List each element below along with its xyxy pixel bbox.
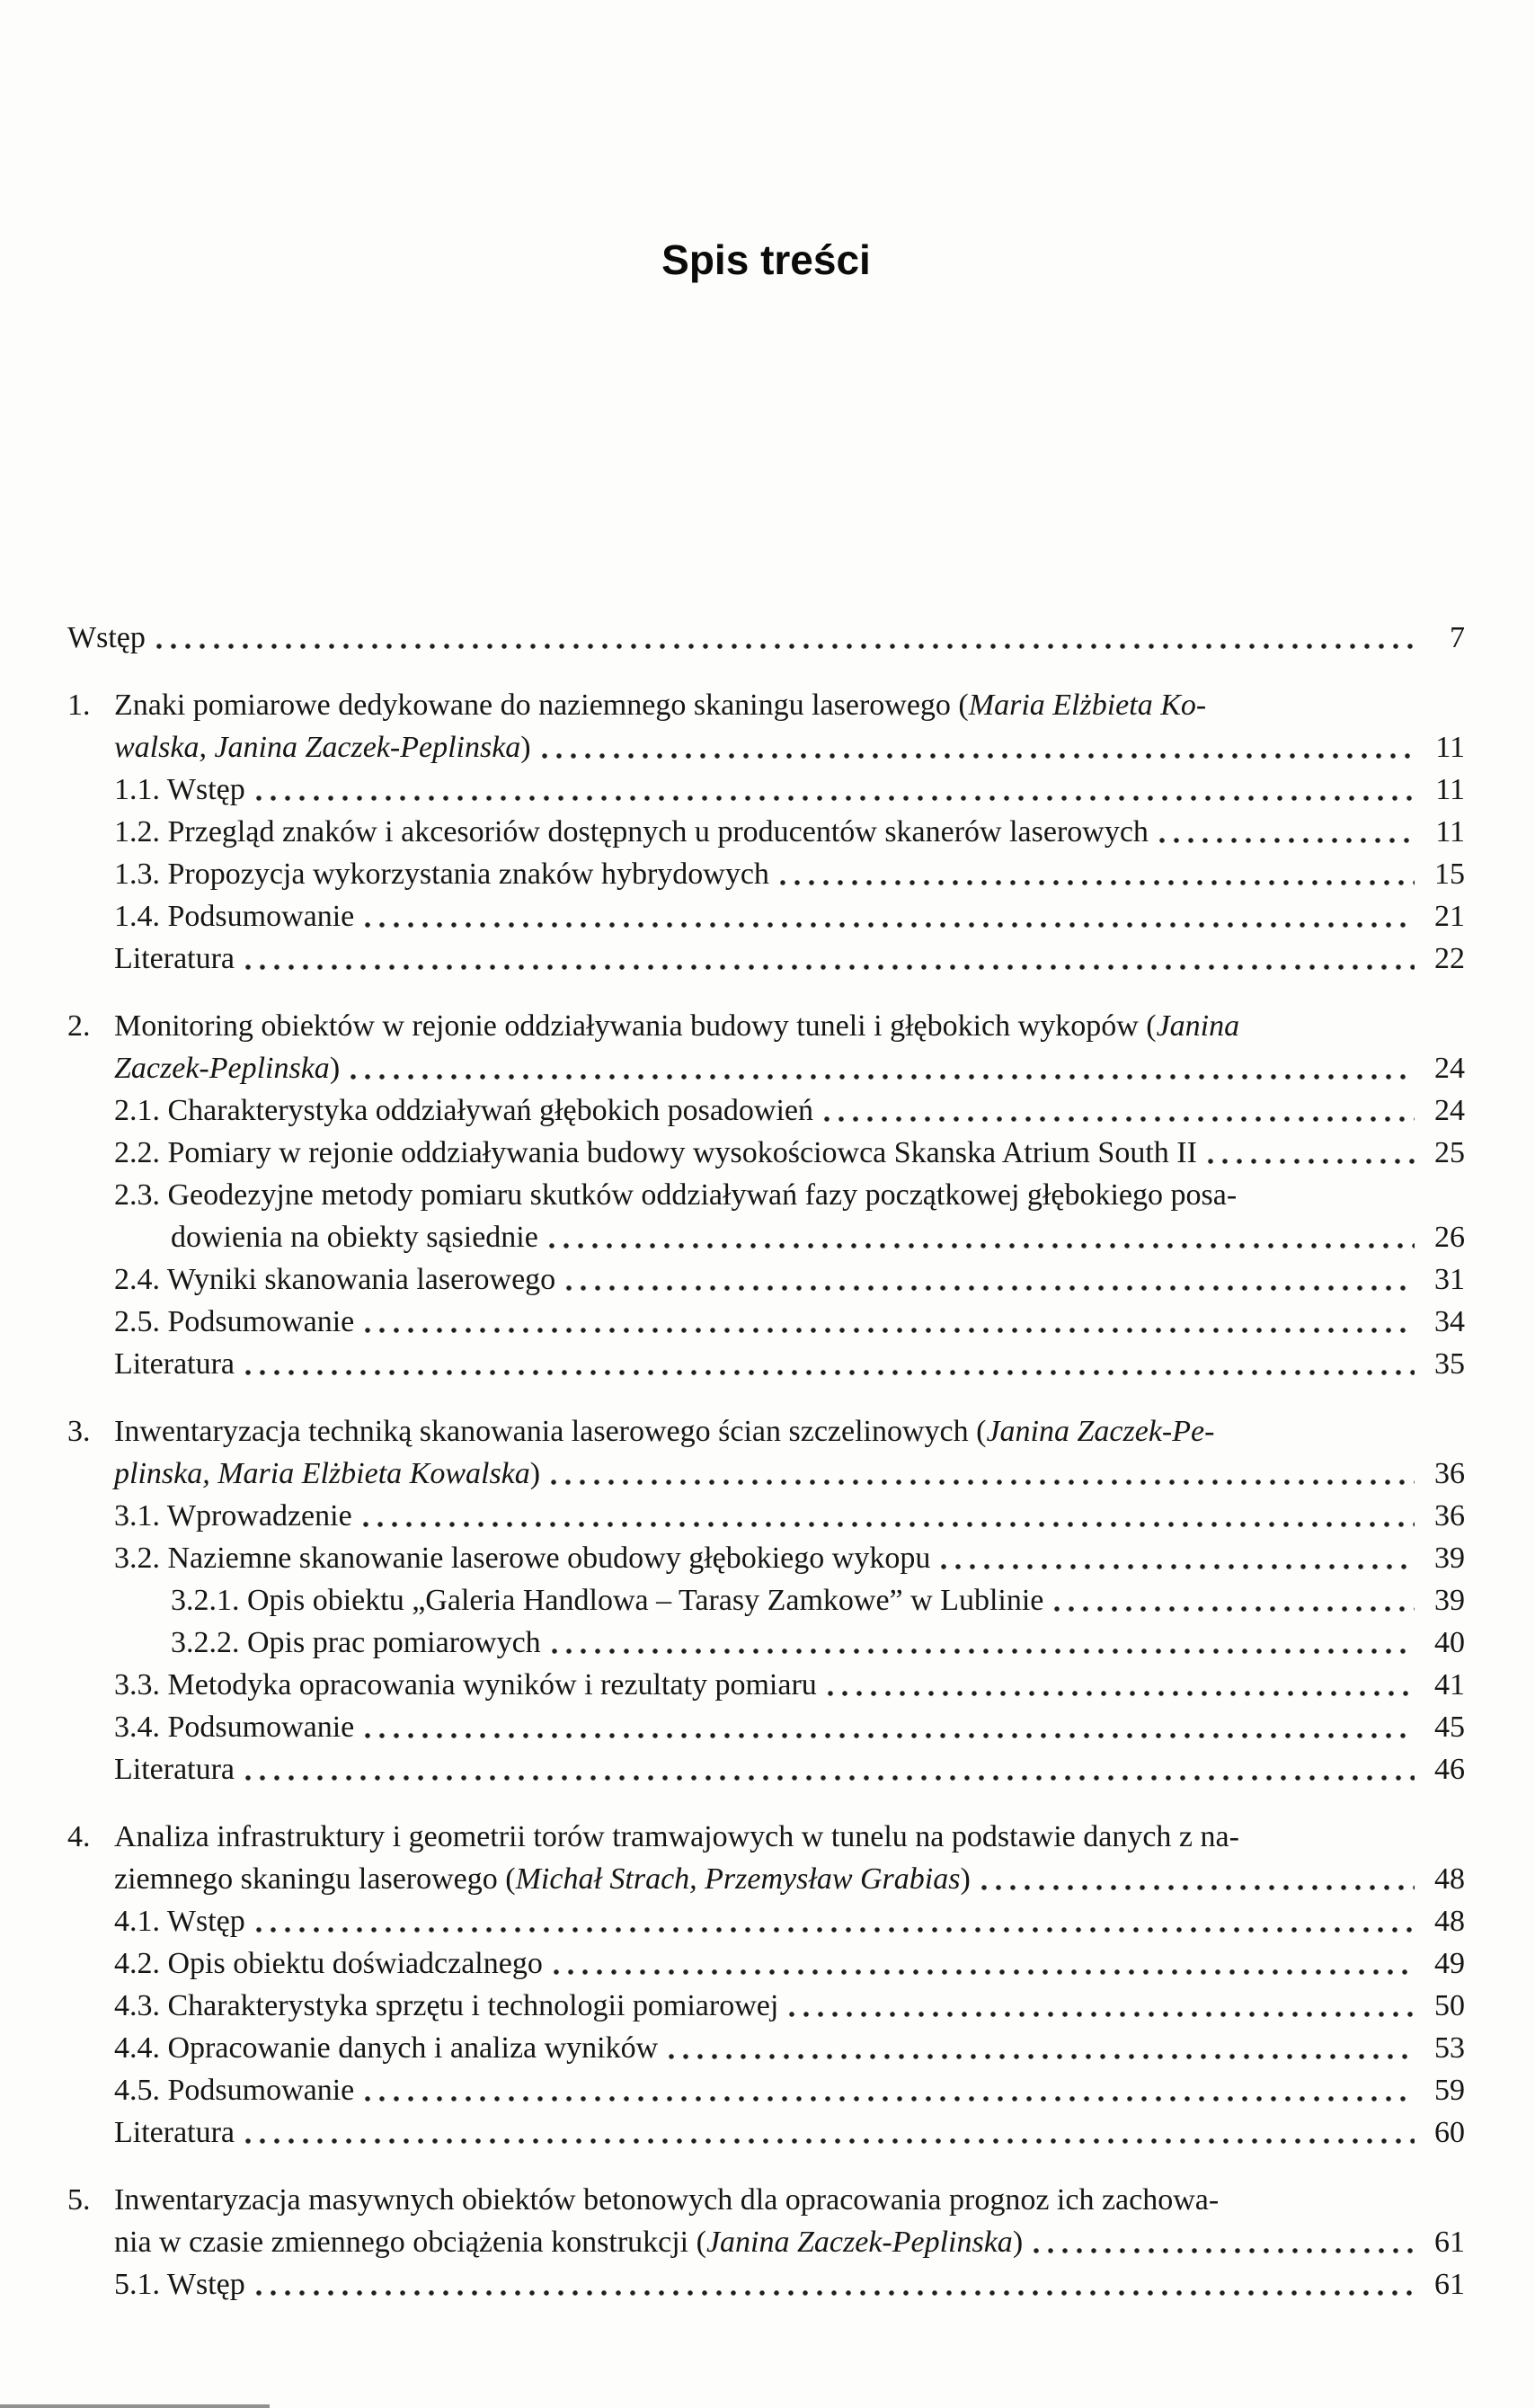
dot-leader bbox=[1156, 811, 1415, 853]
toc-line bbox=[67, 1453, 1465, 1495]
dot-leader bbox=[665, 2027, 1415, 2069]
toc-entry-text bbox=[114, 1047, 340, 1089]
toc-line bbox=[67, 2221, 1465, 2263]
author-name-italic: Maria Elżbieta Ko- bbox=[968, 689, 1207, 722]
toc-entry-text bbox=[114, 684, 1206, 726]
toc-line bbox=[67, 2263, 1465, 2306]
toc-line bbox=[67, 1664, 1465, 1706]
entry-text-segment: Inwentaryzacja masywnych obiektów betonowych dla opracowania prognoz ich zachowa- bbox=[114, 2183, 1220, 2217]
entry-text-segment: nia w czasie zmiennego obciążenia konstrukcji ( bbox=[114, 2226, 706, 2259]
toc-entry-text bbox=[114, 811, 1149, 853]
entry-text-segment: Literatura bbox=[114, 942, 235, 975]
entry-text-segment: 2.4. Wyniki skanowania laserowego bbox=[114, 1263, 556, 1296]
dot-leader bbox=[546, 1216, 1415, 1258]
dot-leader bbox=[538, 726, 1415, 769]
page-number: 34 bbox=[1434, 1305, 1465, 1338]
page-number: 22 bbox=[1434, 942, 1465, 975]
dot-leader bbox=[361, 895, 1415, 937]
entry-text-segment: 3.2.2. Opis prac pomiarowych bbox=[171, 1626, 541, 1659]
entry-text-segment: Literatura bbox=[114, 1347, 235, 1381]
dot-leader bbox=[361, 2069, 1415, 2111]
dot-leader bbox=[785, 1985, 1415, 2027]
toc-entry-text bbox=[114, 1301, 354, 1343]
toc-entry-text bbox=[114, 895, 354, 937]
toc-entry-text bbox=[114, 937, 235, 980]
toc-entry-text bbox=[114, 1495, 352, 1537]
chapter-number: 5. bbox=[67, 2183, 91, 2217]
toc-entry-text bbox=[114, 1985, 778, 2027]
toc-line bbox=[67, 2069, 1465, 2111]
toc-entry-text bbox=[171, 1216, 538, 1258]
author-name-italic: Michał Strach, Przemysław Grabias bbox=[515, 1862, 961, 1896]
toc-line bbox=[67, 1410, 1465, 1453]
author-name-italic: Janina bbox=[1156, 1009, 1240, 1043]
toc-entry-text bbox=[114, 1132, 1197, 1174]
toc-entry-text bbox=[114, 1858, 971, 1900]
entry-text-segment: 3.1. Wprowadzenie bbox=[114, 1499, 352, 1533]
toc-entry-text bbox=[67, 617, 146, 659]
entry-text-segment: ) bbox=[960, 1862, 971, 1896]
chapter-number: 2. bbox=[67, 1009, 91, 1043]
toc-line bbox=[67, 2111, 1465, 2154]
toc-entry-text bbox=[114, 1410, 1214, 1453]
page-number: 59 bbox=[1434, 2074, 1465, 2107]
chapter-number: 1. bbox=[67, 689, 91, 722]
dot-leader bbox=[1204, 1132, 1415, 1174]
dot-leader bbox=[253, 2263, 1415, 2306]
toc-entry-text bbox=[114, 2221, 1023, 2263]
page-number: 25 bbox=[1434, 1136, 1465, 1169]
page-number: 36 bbox=[1434, 1457, 1465, 1490]
dot-leader bbox=[978, 1858, 1415, 1900]
page-number: 48 bbox=[1434, 1862, 1465, 1896]
dot-leader bbox=[548, 1622, 1415, 1664]
entry-text-segment: 4.1. Wstęp bbox=[114, 1905, 245, 1938]
toc-line bbox=[67, 1985, 1465, 2027]
toc-line bbox=[67, 1132, 1465, 1174]
page-number: 60 bbox=[1434, 2116, 1465, 2149]
page-number: 50 bbox=[1434, 1989, 1465, 2022]
toc-entry-text bbox=[114, 1900, 245, 1942]
toc-entry-text bbox=[114, 1343, 235, 1385]
dot-leader bbox=[824, 1664, 1415, 1706]
toc-line bbox=[67, 1089, 1465, 1132]
toc-entry-text bbox=[114, 1089, 813, 1132]
dot-leader bbox=[347, 1047, 1415, 1089]
dot-leader bbox=[242, 1343, 1415, 1385]
page-number: 26 bbox=[1434, 1221, 1465, 1254]
author-name-italic: walska, Janina Zaczek-Peplinska bbox=[114, 731, 521, 764]
page-number: 39 bbox=[1434, 1542, 1465, 1575]
page-title: Spis treści bbox=[661, 236, 871, 283]
toc-entry-text bbox=[114, 853, 769, 895]
toc-line bbox=[67, 937, 1465, 980]
toc-line bbox=[67, 1047, 1465, 1089]
dot-leader bbox=[547, 1453, 1415, 1495]
dot-leader bbox=[253, 1900, 1415, 1942]
entry-text-segment: ) bbox=[529, 1457, 541, 1490]
entry-text-segment: Literatura bbox=[114, 2116, 235, 2149]
toc-entry-text bbox=[114, 1005, 1239, 1047]
toc-line bbox=[67, 2179, 1465, 2221]
toc-entry-text bbox=[114, 1664, 817, 1706]
toc-line bbox=[67, 1495, 1465, 1537]
toc-line bbox=[67, 853, 1465, 895]
entry-text-segment: Literatura bbox=[114, 1753, 235, 1786]
entry-text-segment: Inwentaryzacja techniką skanowania laserowego ścian szczelinowych ( bbox=[114, 1415, 987, 1448]
page-number: 35 bbox=[1434, 1347, 1465, 1381]
dot-leader bbox=[1030, 2221, 1415, 2263]
page-number: 39 bbox=[1434, 1584, 1465, 1617]
toc-line bbox=[67, 1816, 1465, 1858]
page-number: 61 bbox=[1434, 2268, 1465, 2301]
dot-leader bbox=[242, 2111, 1415, 2154]
scan-edge-artifact bbox=[0, 2404, 270, 2408]
page-number: 11 bbox=[1435, 773, 1465, 806]
toc-line bbox=[67, 726, 1465, 769]
toc-line bbox=[67, 1579, 1465, 1622]
entry-text-segment: Analiza infrastruktury i geometrii torów tramwajowych w tunelu na podstawie danych z na- bbox=[114, 1820, 1239, 1853]
page-number: 24 bbox=[1434, 1052, 1465, 1085]
page-number: 36 bbox=[1434, 1499, 1465, 1533]
page-number: 53 bbox=[1434, 2031, 1465, 2065]
toc-line bbox=[67, 617, 1465, 659]
entry-text-segment: 3.2.1. Opis obiektu „Galeria Handlowa – Tarasy Zamkowe” w Lublinie bbox=[171, 1584, 1044, 1617]
toc-entry-text bbox=[114, 1453, 540, 1495]
toc-entry-text bbox=[114, 2069, 354, 2111]
page-number: 11 bbox=[1435, 731, 1465, 764]
toc-line bbox=[67, 1748, 1465, 1790]
author-name-italic: plinska, Maria Elżbieta Kowalska bbox=[114, 1457, 530, 1490]
entry-text-segment: 4.2. Opis obiektu doświadczalnego bbox=[114, 1947, 543, 1980]
entry-text-segment: 3.4. Podsumowanie bbox=[114, 1710, 355, 1744]
chapter-number: 3. bbox=[67, 1415, 91, 1448]
entry-text-segment: 5.1. Wstęp bbox=[114, 2268, 245, 2301]
page-number: 48 bbox=[1434, 1905, 1465, 1938]
author-name-italic: Janina Zaczek-Pe- bbox=[986, 1415, 1215, 1448]
dot-leader bbox=[550, 1942, 1415, 1985]
author-name-italic: Janina Zaczek-Peplinska bbox=[705, 2226, 1013, 2259]
toc-entry-text bbox=[114, 726, 531, 769]
entry-text-segment: ) bbox=[329, 1052, 341, 1085]
toc-entry-text bbox=[171, 1622, 541, 1664]
toc-list bbox=[67, 617, 1465, 2306]
dot-leader bbox=[242, 937, 1415, 980]
toc-line bbox=[67, 1942, 1465, 1985]
toc-line bbox=[67, 1537, 1465, 1579]
dot-leader bbox=[253, 769, 1415, 811]
entry-text-segment: 2.5. Podsumowanie bbox=[114, 1305, 355, 1338]
toc-line bbox=[67, 2027, 1465, 2069]
dot-leader bbox=[242, 1748, 1415, 1790]
page-number: 21 bbox=[1434, 900, 1465, 933]
toc-entry-text bbox=[114, 1537, 930, 1579]
entry-text-segment: 2.3. Geodezyjne metody pomiaru skutków oddziaływań fazy początkowej głębokiego posa- bbox=[114, 1178, 1238, 1212]
toc-line bbox=[67, 1174, 1465, 1216]
page-number: 15 bbox=[1434, 857, 1465, 891]
entry-text-segment: 1.1. Wstęp bbox=[114, 773, 245, 806]
dot-leader bbox=[153, 617, 1415, 659]
page-number: 11 bbox=[1435, 815, 1465, 849]
toc-line bbox=[67, 684, 1465, 726]
dot-leader bbox=[937, 1537, 1415, 1579]
toc-line bbox=[67, 1900, 1465, 1942]
dot-leader bbox=[776, 853, 1415, 895]
entry-text-segment: 4.3. Charakterystyka sprzętu i technologii pomiarowej bbox=[114, 1989, 779, 2022]
toc-line bbox=[67, 1216, 1465, 1258]
page-number: 31 bbox=[1434, 1263, 1465, 1296]
entry-text-segment: 4.5. Podsumowanie bbox=[114, 2074, 355, 2107]
toc-entry-text bbox=[114, 1748, 235, 1790]
toc-entry-text bbox=[114, 2179, 1219, 2221]
entry-text-segment: 2.1. Charakterystyka oddziaływań głębokich posadowień bbox=[114, 1094, 814, 1127]
entry-text-segment: 1.2. Przegląd znaków i akcesoriów dostępnych u producentów skanerów laserowych bbox=[114, 815, 1149, 849]
toc-line bbox=[67, 1258, 1465, 1301]
dot-leader bbox=[1051, 1579, 1415, 1622]
toc-line bbox=[67, 1343, 1465, 1385]
toc-line bbox=[67, 1005, 1465, 1047]
page-number: 41 bbox=[1434, 1668, 1465, 1702]
toc-line bbox=[67, 1622, 1465, 1664]
toc-line bbox=[67, 769, 1465, 811]
toc-entry-text bbox=[114, 2111, 235, 2154]
toc-entry-text bbox=[114, 1816, 1239, 1858]
page-number: 45 bbox=[1434, 1710, 1465, 1744]
entry-text-segment: 3.2. Naziemne skanowanie laserowe obudowy głębokiego wykopu bbox=[114, 1542, 931, 1575]
entry-text-segment: Wstęp bbox=[67, 621, 146, 654]
toc-line bbox=[67, 1706, 1465, 1748]
author-name-italic: Zaczek-Peplinska bbox=[114, 1052, 330, 1085]
page-number: 24 bbox=[1434, 1094, 1465, 1127]
dot-leader bbox=[563, 1258, 1415, 1301]
toc-entry-text bbox=[114, 1942, 543, 1985]
page-number: 40 bbox=[1434, 1626, 1465, 1659]
dot-leader bbox=[359, 1495, 1415, 1537]
page-number: 7 bbox=[1450, 621, 1465, 654]
toc-entry-text bbox=[114, 769, 245, 811]
toc-entry-text bbox=[171, 1579, 1043, 1622]
page-number: 49 bbox=[1434, 1947, 1465, 1980]
toc-line bbox=[67, 895, 1465, 937]
dot-leader bbox=[361, 1706, 1415, 1748]
page-number: 46 bbox=[1434, 1753, 1465, 1786]
entry-text-segment: ) bbox=[520, 731, 531, 764]
entry-text-segment: 1.3. Propozycja wykorzystania znaków hybrydowych bbox=[114, 857, 769, 891]
toc-entry-text bbox=[114, 1258, 555, 1301]
toc-line bbox=[67, 811, 1465, 853]
toc-entry-text bbox=[114, 1706, 354, 1748]
toc-line bbox=[67, 1301, 1465, 1343]
entry-text-segment: 2.2. Pomiary w rejonie oddziaływania budowy wysokościowca Skanska Atrium South II bbox=[114, 1136, 1197, 1169]
toc-entry-text bbox=[114, 1174, 1237, 1216]
entry-text-segment: ) bbox=[1012, 2226, 1024, 2259]
toc-entry-text bbox=[114, 2027, 658, 2069]
chapter-number: 4. bbox=[67, 1820, 91, 1853]
entry-text-segment: ziemnego skaningu laserowego ( bbox=[114, 1862, 516, 1896]
entry-text-segment: 1.4. Podsumowanie bbox=[114, 900, 355, 933]
entry-text-segment: Znaki pomiarowe dedykowane do naziemnego skaningu laserowego ( bbox=[114, 689, 969, 722]
entry-text-segment: 4.4. Opracowanie danych i analiza wyników bbox=[114, 2031, 659, 2065]
toc-line bbox=[67, 1858, 1465, 1900]
page-number: 61 bbox=[1434, 2226, 1465, 2259]
dot-leader bbox=[821, 1089, 1415, 1132]
entry-text-segment: dowienia na obiekty sąsiednie bbox=[171, 1221, 538, 1254]
entry-text-segment: Monitoring obiektów w rejonie oddziaływania budowy tuneli i głębokich wykopów ( bbox=[114, 1009, 1157, 1043]
dot-leader bbox=[361, 1301, 1415, 1343]
entry-text-segment: 3.3. Metodyka opracowania wyników i rezultaty pomiaru bbox=[114, 1668, 817, 1702]
toc-entry-text bbox=[114, 2263, 245, 2306]
